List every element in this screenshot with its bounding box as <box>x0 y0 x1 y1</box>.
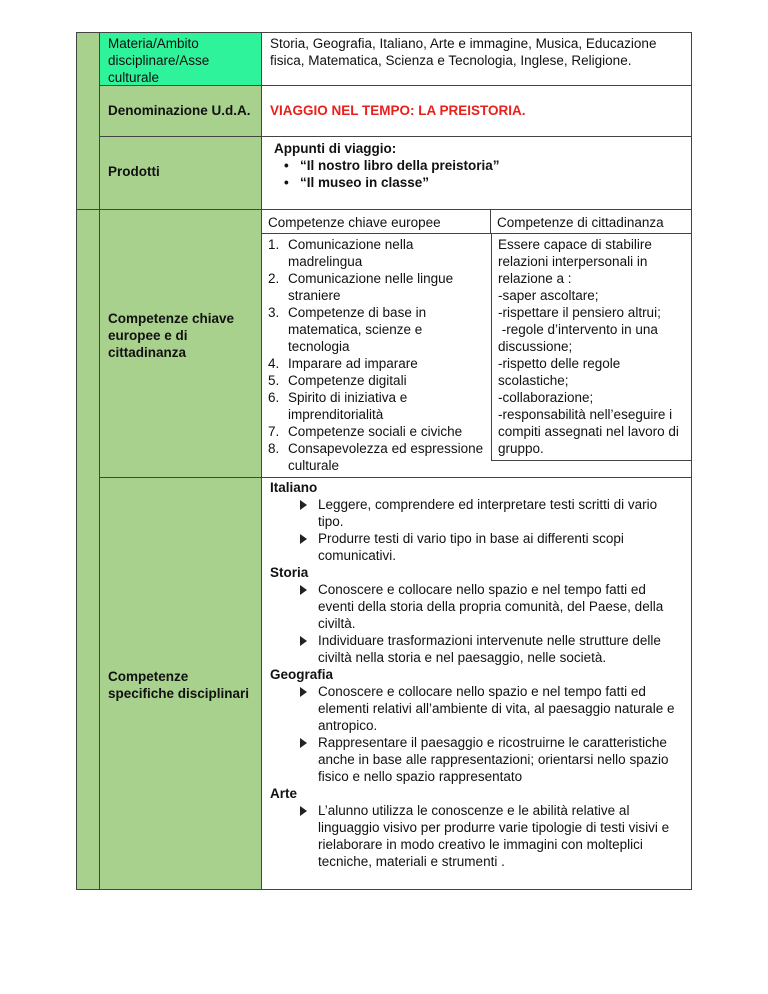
cittadinanza-line: -rispetto delle regole scolastiche; <box>498 356 621 388</box>
cittadinanza-line: -saper ascoltare; <box>498 288 599 303</box>
section-geografia <box>270 666 681 785</box>
caret-right-icon <box>300 636 307 646</box>
caret-right-icon <box>300 687 307 697</box>
section-item: Produrre testi di vario tipo in base ai differenti scopi comunicativi. <box>270 530 681 564</box>
label-prodotti: Prodotti <box>108 164 160 179</box>
cittadinanza-line: -collaborazione; <box>498 390 594 405</box>
list-item: 3. Competenze di base in matematica, scienze e tecnologia <box>268 305 427 354</box>
list-item: 4. Imparare ad imparare <box>268 356 418 371</box>
caret-right-icon <box>300 534 307 544</box>
value-prodotti-cell <box>262 137 692 209</box>
row4-right-border <box>491 461 692 477</box>
label-competenze-specifiche: Competenze specifiche disciplinari <box>108 669 250 701</box>
value-denominazione-cell <box>262 86 692 137</box>
cittadinanza-line: -responsabilità nell’eseguire i compiti assegnati nel lavoro di gruppo. <box>498 407 679 456</box>
competenze-specifiche-cell <box>262 477 692 890</box>
list-item: 8. Consapevolezza ed espressione culturale <box>268 441 484 473</box>
list-item: 5. Competenze digitali <box>268 373 407 388</box>
section-item: Conoscere e collocare nello spazio e nel tempo fatti ed eventi della storia della propria comunità, del Paese, della civiltà. <box>270 581 681 632</box>
section-arte <box>270 785 681 870</box>
cittadinanza-line: Essere capace di stabilire relazioni interpersonali in relazione a : <box>498 237 652 286</box>
section-storia <box>270 564 681 666</box>
section-italiano <box>270 479 681 564</box>
section-title: Arte <box>270 786 298 801</box>
competenze-chiave-list-cell <box>262 234 491 477</box>
col-header-cittadinanza-cell <box>491 209 692 234</box>
list-item: 1. Comunicazione nella madrelingua <box>268 237 414 269</box>
section-title: Storia <box>270 565 309 580</box>
col-header-chiave: Competenze chiave europee <box>268 215 441 230</box>
col-header-chiave-cell <box>262 209 491 234</box>
list-item: 2. Comunicazione nelle lingue straniere <box>268 271 454 303</box>
list-item: 6. Spirito di iniziativa e imprenditorialità <box>268 390 408 422</box>
cittadinanza-line: -regole d’intervento in una discussione; <box>498 322 662 354</box>
caret-right-icon <box>300 806 307 816</box>
section-title: Italiano <box>270 480 318 495</box>
green-side-strip-bottom <box>77 210 99 889</box>
section-item: L’alunno utilizza le conoscenze e le abilità relative al linguaggio visivo per produrre varie tipologie di testi visivi e rielaborare in modo creativo le immagini con molteplici tecniche, materiali e strumenti . <box>270 802 681 870</box>
label-materia: Materia/Ambito disciplinare/Asse culturale <box>108 36 210 85</box>
label-denominazione: Denominazione U.d.A. <box>108 103 251 118</box>
caret-right-icon <box>300 585 307 595</box>
col-header-cittadinanza: Competenze di cittadinanza <box>497 215 664 230</box>
label-competenze-chiave: Competenze chiave europee e di cittadinanza <box>108 311 235 360</box>
value-denominazione: VIAGGIO NEL TEMPO: LA PREISTORIA. <box>270 103 526 118</box>
cittadinanza-line: -rispettare il pensiero altrui; <box>498 305 661 320</box>
label-denominazione-cell <box>100 86 262 137</box>
green-side-strip-top <box>77 33 99 209</box>
section-item: Conoscere e collocare nello spazio e nel tempo fatti ed elementi relativi all’ambiente di vita, al paesaggio naturale e antropico. <box>270 683 681 734</box>
prodotti-item: • “Il nostro libro della preistoria” <box>274 157 683 174</box>
list-item: 7. Competenze sociali e civiche <box>268 424 463 439</box>
caret-right-icon <box>300 738 307 748</box>
value-materia-cell <box>262 32 692 86</box>
cittadinanza-cell <box>491 234 692 461</box>
prodotti-item: • “Il museo in classe” <box>274 174 683 191</box>
caret-right-icon <box>300 500 307 510</box>
label-prodotti-cell <box>100 137 262 209</box>
label-competenze-specifiche-cell <box>100 477 262 890</box>
section-title: Geografia <box>270 667 334 682</box>
prodotti-list <box>274 157 683 191</box>
value-materia: Storia, Geografia, Italiano, Arte e immagine, Musica, Educazione fisica, Matematica, Scienza e Tecnologia, Inglese, Religione. <box>270 36 657 68</box>
prodotti-heading: Appunti di viaggio: <box>274 141 397 156</box>
section-item: Rappresentare il paesaggio e ricostruirne le caratteristiche anche in base alle rappresentazioni; orientarsi nello spazio fisico e nello spazio rappresentato <box>270 734 681 785</box>
label-competenze-chiave-cell <box>100 209 262 477</box>
section-item: Leggere, comprendere ed interpretare testi scritti di vario tipo. <box>270 496 681 530</box>
competenze-chiave-list <box>268 236 485 474</box>
label-materia-cell <box>100 32 262 86</box>
section-item: Individuare trasformazioni intervenute nelle strutture delle civiltà nella storia e nel paesaggio, nelle società. <box>270 632 681 666</box>
